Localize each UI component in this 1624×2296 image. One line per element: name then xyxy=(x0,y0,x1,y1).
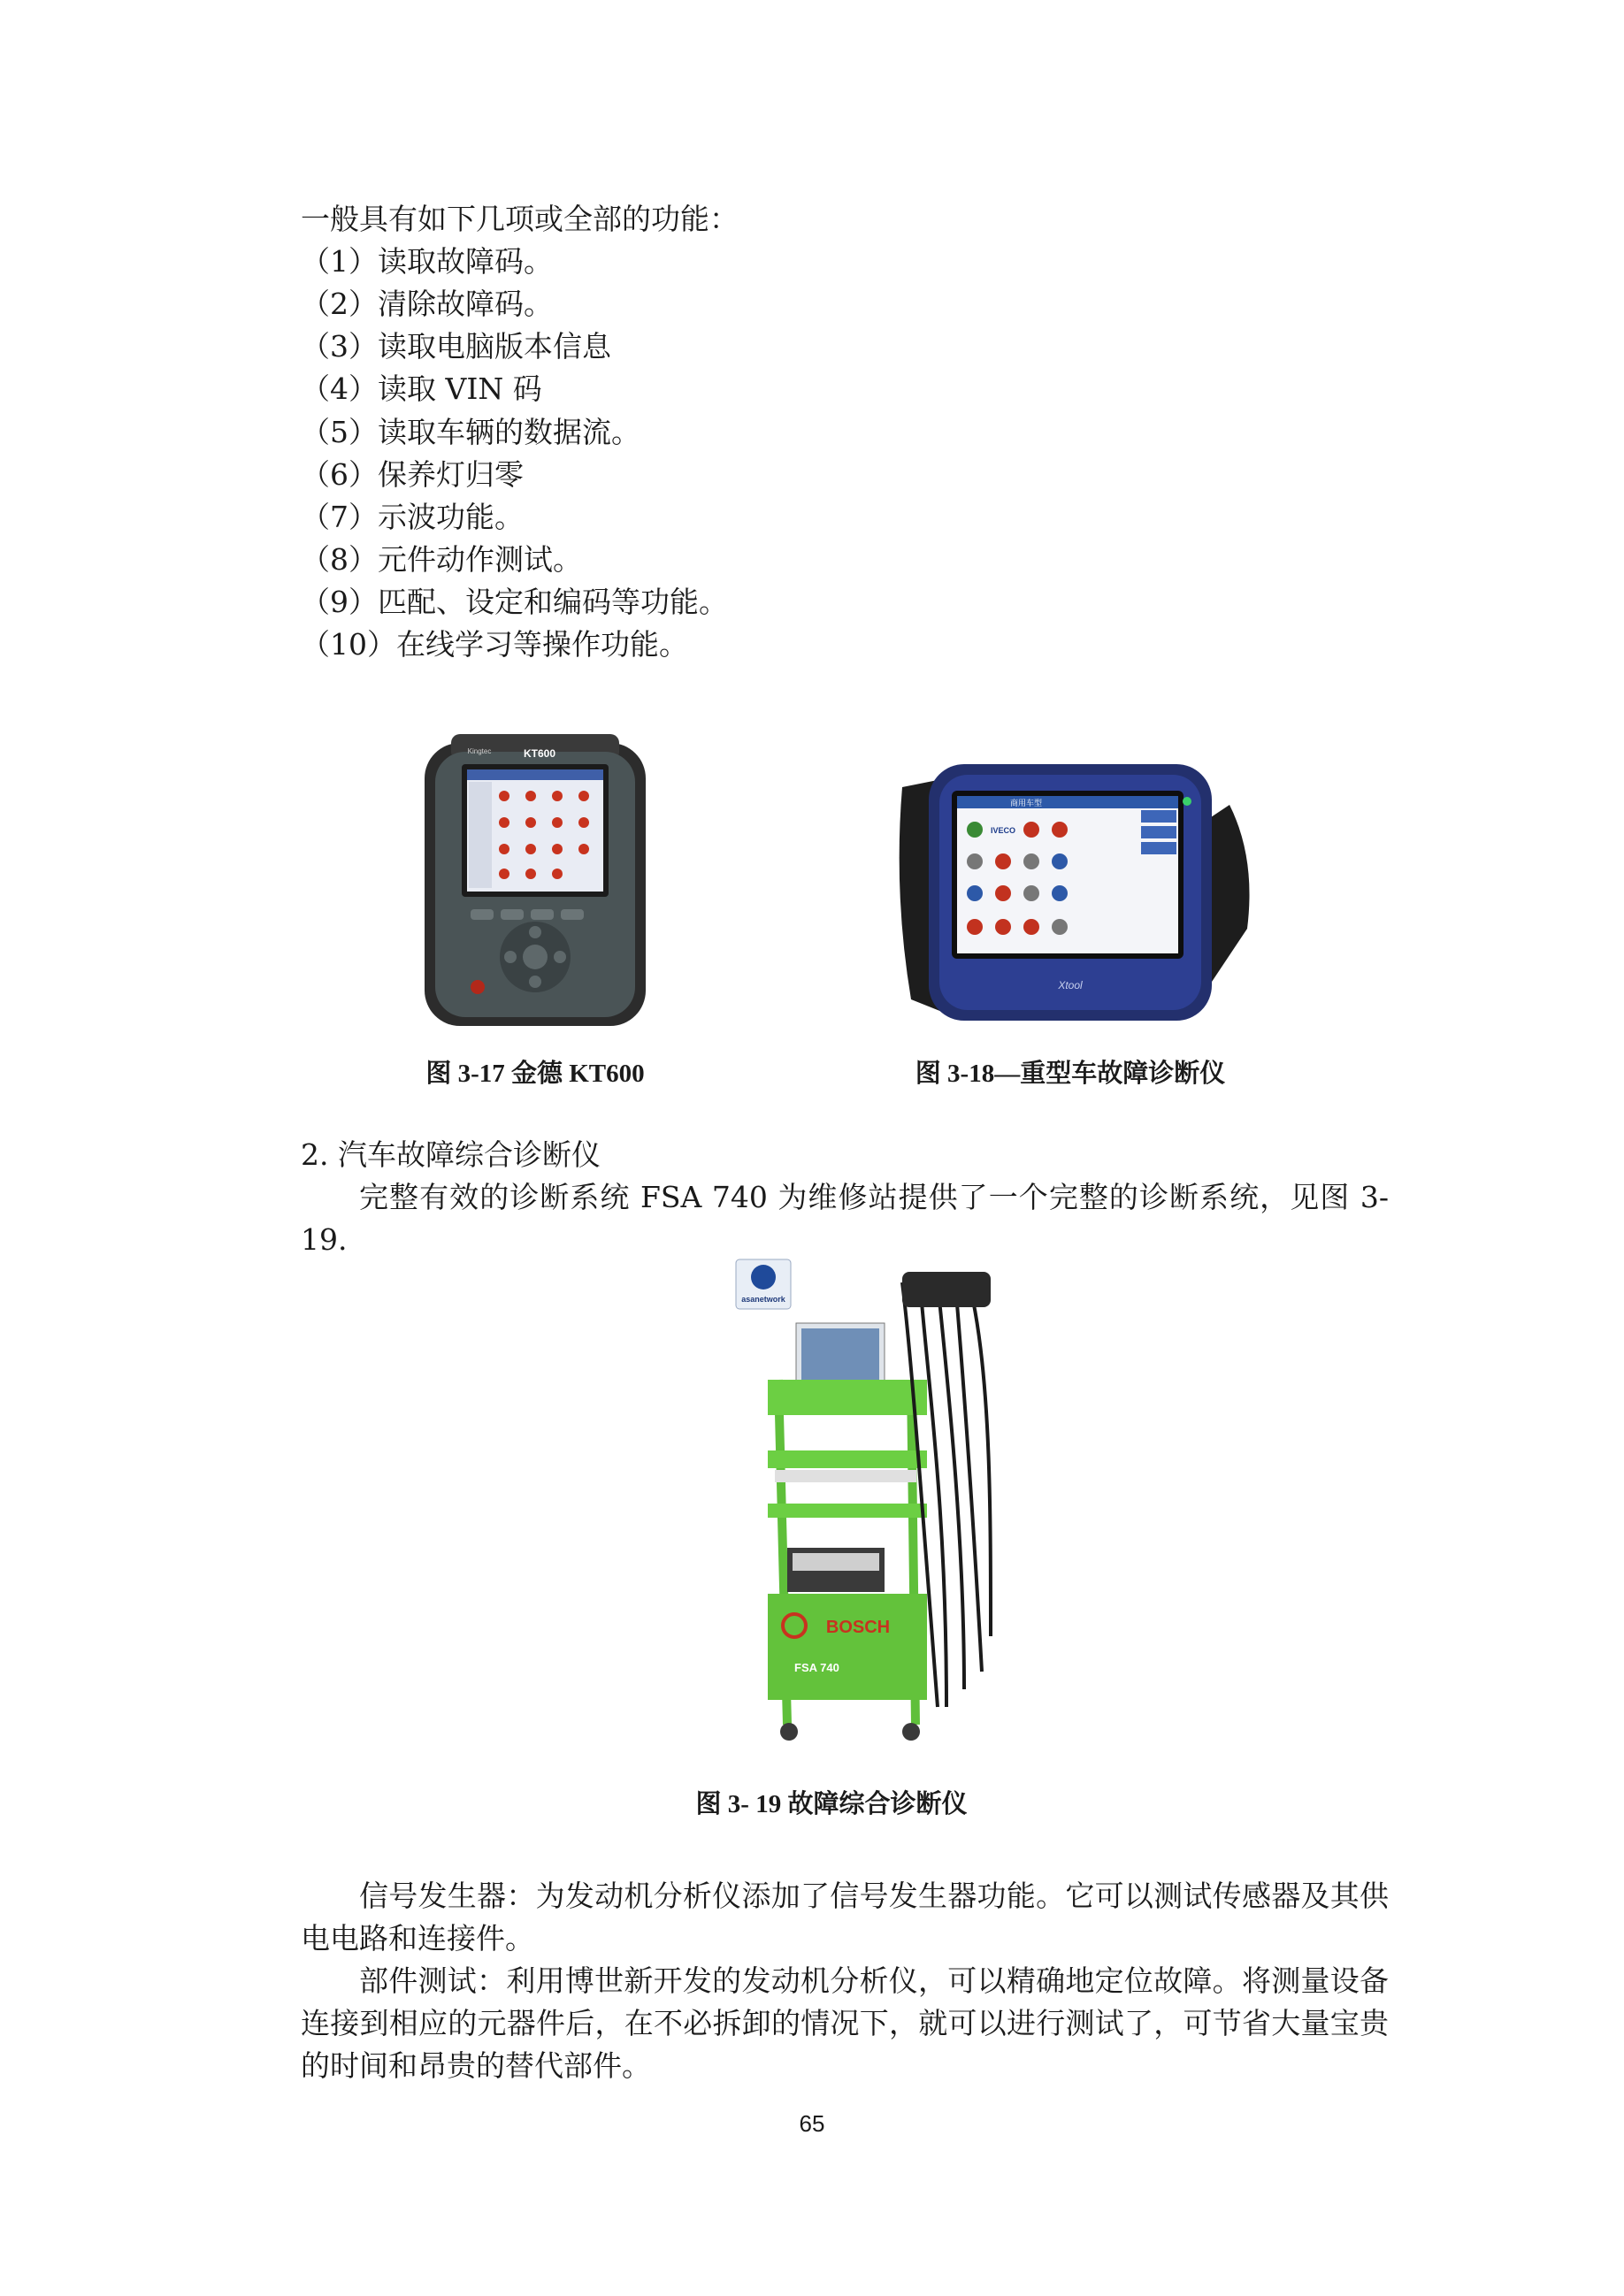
figure-caption-3-17: 图 3-17 金德 KT600 xyxy=(425,1060,645,1088)
section-paragraph: 完整有效的诊断系统 FSA 740 为维修站提供了一个完整的诊断系统，见图 3-19. xyxy=(301,1180,1389,1257)
kt600-brand: Kingtec xyxy=(467,747,492,755)
bosch-fsa740-image xyxy=(725,1247,1017,1742)
page-number: 65 xyxy=(799,2110,825,2137)
function-item: （4）读取 VIN 码 xyxy=(301,371,542,406)
kt600-device-image xyxy=(416,725,655,1035)
kt600-label: KT600 xyxy=(523,747,556,760)
asanetwork-badge: asanetwork xyxy=(741,1295,785,1304)
function-item: （5）读取车辆的数据流。 xyxy=(301,415,640,449)
figure-caption-3-18: 图 3-18—重型车故障诊断仪 xyxy=(915,1060,1226,1088)
heavy-vehicle-diagnostic-image xyxy=(876,752,1265,1035)
xtool-brand: Xtool xyxy=(1058,979,1083,991)
section-heading: 2. 汽车故障综合诊断仪 xyxy=(301,1137,601,1172)
bosch-logo: BOSCH xyxy=(825,1618,891,1637)
function-item: （10）在线学习等操作功能。 xyxy=(301,627,688,662)
function-item: （9）匹配、设定和编码等功能。 xyxy=(301,585,728,619)
function-item: （2）清除故障码。 xyxy=(301,287,553,321)
intro-text: 一般具有如下几项或全部的功能： xyxy=(301,202,739,236)
function-item: （3）读取电脑版本信息 xyxy=(301,329,611,364)
screen-title: 商用车型 xyxy=(1009,799,1043,807)
fsa740-label: FSA 740 xyxy=(794,1661,839,1674)
function-item: （7）示波功能。 xyxy=(301,500,524,534)
function-item: （1）读取故障码。 xyxy=(301,244,553,279)
component-test-paragraph: 部件测试：利用博世新开发的发动机分析仪，可以精确地定位故障。将测量设备连接到相应的元器件后，在不必拆卸的情况下，就可以进行测试了，可节省大量宝贵的时间和昂贵的替代部件。 xyxy=(301,1963,1389,2083)
signal-generator-paragraph: 信号发生器：为发动机分析仪添加了信号发生器功能。它可以测试传感器及其供电电路和连接件。 xyxy=(301,1879,1389,1955)
figure-caption-3-19: 图 3- 19 故障综合诊断仪 xyxy=(695,1790,968,1818)
function-item: （6）保养灯归零 xyxy=(301,457,524,492)
iveco-logo-text: IVECO xyxy=(990,826,1016,835)
function-item: （8）元件动作测试。 xyxy=(301,542,582,577)
